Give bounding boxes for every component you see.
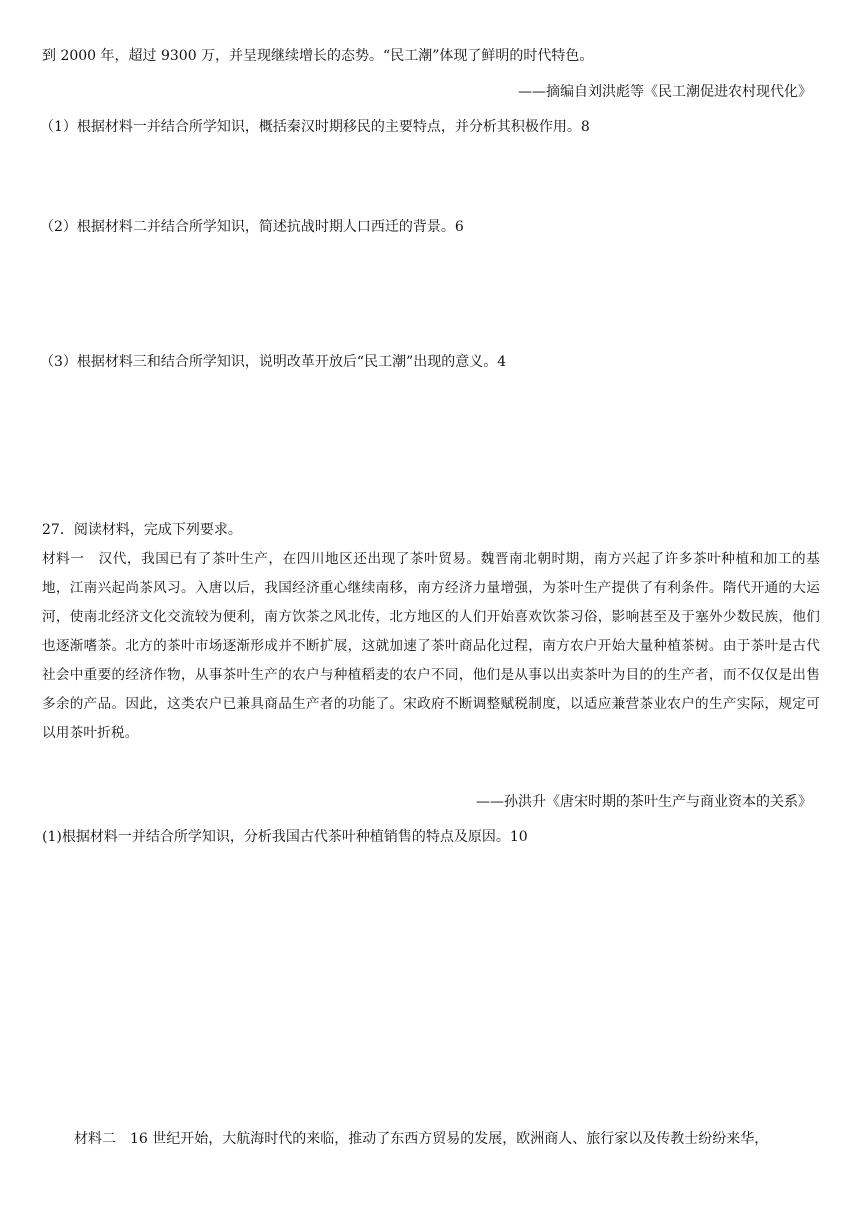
question-26-1: （1）根据材料一并结合所学知识，概括秦汉时期移民的主要特点，并分析其积极作用。8	[40, 119, 590, 135]
text-line: 到 2000 年，超过 9300 万，并呈现继续增长的态势。“民工潮”体现了鲜明的时代特色。	[42, 48, 594, 64]
question-27-heading: 27．阅读材料，完成下列要求。	[42, 522, 242, 538]
question-26-2: （2）根据材料二并结合所学知识，简述抗战时期人口西迁的背景。6	[40, 219, 464, 235]
question-27-1: (1)根据材料一并结合所学知识，分析我国古代茶叶种植销售的特点及原因。10	[42, 829, 528, 845]
material-2-paragraph: 材料二 16 世纪开始，大航海时代的来临，推动了东西方贸易的发展，欧洲商人、旅行家以及传教士纷纷来华，	[74, 1131, 769, 1147]
question-26-3: （3）根据材料三和结合所学知识，说明改革开放后“民工潮”出现的意义。4	[40, 354, 507, 370]
source-citation: ——摘编自刘洪彪等《民工潮促进农村现代化》	[518, 84, 812, 100]
material-1-paragraph: 材料一 汉代，我国已有了茶叶生产，在四川地区还出现了茶叶贸易。魏晋南北朝时期，南方兴起了许多茶叶种植和加工的基地，江南兴起尚茶风习。入唐以后，我国经济重心继续南移，南方经济力量增强，为茶叶生产提供了有利条件。隋代开通的大运河，使南北经济文化交流较为便利，南方饮茶之风北传，北方地区的人们开始喜欢饮茶习俗，影响甚至及于塞外少数民族，他们也逐渐嗜茶。北方的茶叶市场逐渐形成并不断扩展，这就加速了茶叶商品化过程，南方农户开始大量种植茶树。由于茶叶是古代社会中重要的经济作物，从事茶叶生产的农户与种植稻麦的农户不同，他们是从事以出卖茶叶为目的的生产者，而不仅仅是出售多余的产品。因此，这类农户已兼具商品生产者的功能了。宋政府不断调整赋税制度，以适应兼营茶业农户的生产实际，规定可以用茶叶折税。	[42, 551, 820, 741]
source-citation: ——孙洪升《唐宋时期的茶叶生产与商业资本的关系》	[476, 794, 812, 810]
